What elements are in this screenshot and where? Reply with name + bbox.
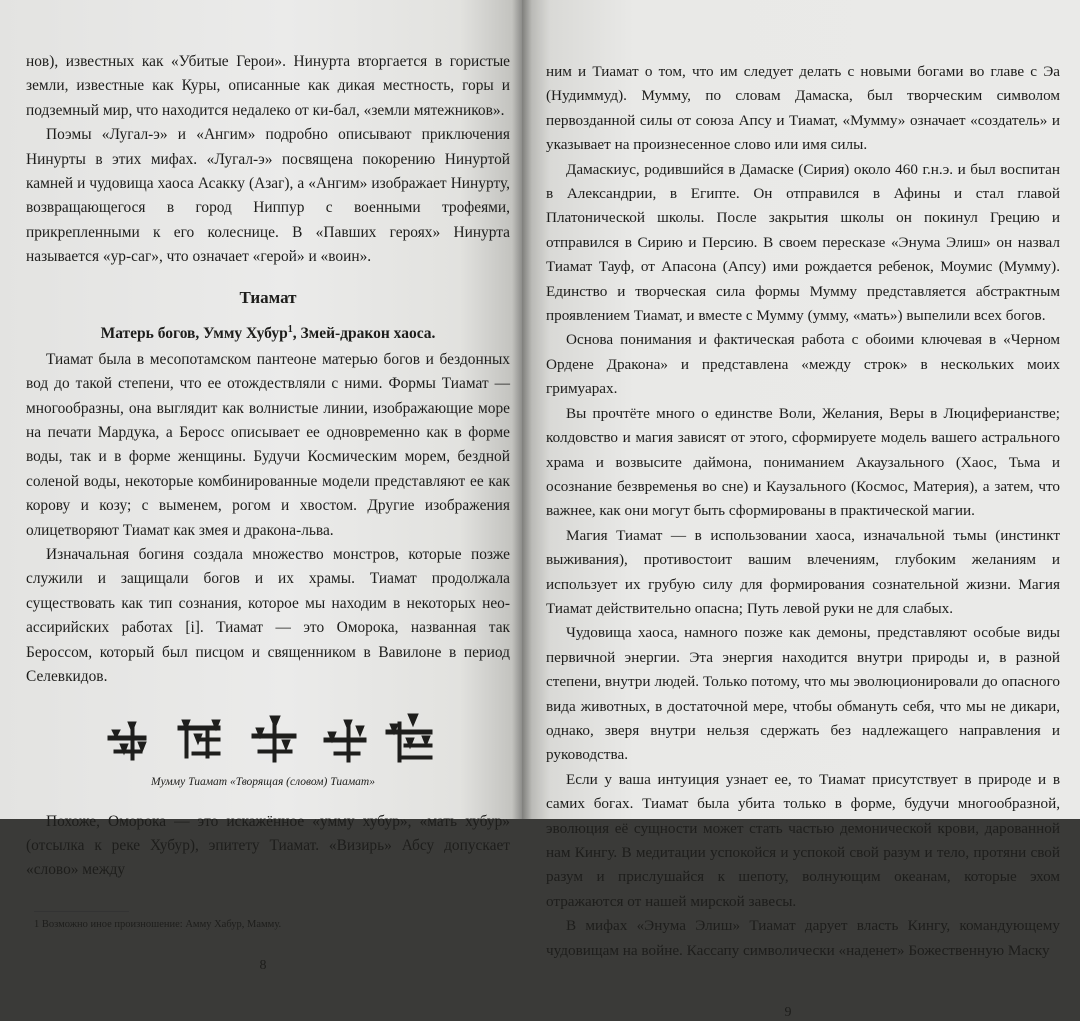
paragraph: Поэмы «Лугал-э» и «Ангим» подробно описывают приключения Нинурты в этих мифах. «Лугал-э» посвящена покорению Нинуртой камней и чудовища хаоса Асакку (Азаг), а «Ангим» изображает Нинурту, возвращающегося в город Ниппур с военными трофеями, прикрепленными к его колеснице. В «Павших героях» Нинурта называется «ур-саг», что означает «герой» и «воин». — [26, 126, 510, 266]
section-subtitle — [26, 318, 510, 346]
right-page — [522, 0, 1080, 1021]
paragraph: нов), известных как «Убитые Герои». Нинурта вторгается в гористые земли, известные как Куры, описанные как дикая местность, горы и подземный мир, что находится недалеко от ки-бал, «земли мятежников». — [26, 53, 510, 119]
cuneiform-sign-4 — [324, 720, 366, 762]
footnote: 1 Возможно иное произношение: Амму Хабур, Мамму. — [34, 918, 282, 930]
book-gutter-shadow — [512, 0, 532, 819]
subtitle-text-end: , Змей-дракон хаоса. — [292, 324, 436, 342]
paragraph: ним и Тиамат о том, что им следует делать с новыми богами во главе с Эа (Нудиммуд). Мумму, по словам Дамаска, был творческим символом первозданной силы от союза Апсу и Тиамат, «Мумму» означает «создатель» и указывает на произнесенное слово или имя силы. — [546, 63, 1060, 154]
cuneiform-sign-5 — [386, 714, 432, 762]
page-number: 8 — [259, 957, 267, 973]
footnote-marker: 1 — [287, 323, 293, 335]
left-page — [0, 0, 522, 973]
page-number: 9 — [784, 1005, 792, 1021]
section-title: Тиамат — [239, 287, 297, 307]
paragraph: Чудовища хаоса, намного позже как демоны, представляют особые виды первичной энергии. Эта энергия находится внутри природы и, в разной степени, внутри людей. Только потому, что мы эволюционировали до опасного вида животных, в достаточной мере, чтобы обмануть себя, что мы не дикари, однако, зверя внутри нельзя сдержать без надлежащего направления и руководства. — [546, 624, 1060, 764]
cuneiform-inscription — [106, 712, 510, 768]
cuneiform-signs-image — [106, 712, 446, 768]
paragraph: В мифах «Энума Элиш» Тиамат дарует власть Кингу, командующему чудовищам на войне. Кассапу символически «наденет» Божественную Маску — [546, 917, 1060, 959]
figure-caption: Мумму Тиамат «Творящая (словом) Тиамат» — [151, 775, 375, 788]
cuneiform-sign-2 — [178, 720, 220, 758]
paragraph: Вы прочтёте много о единстве Воли, Желания, Веры в Люцифеpианстве; колдовство и магия зависят от этого, сформируете модель вашего астрального храма и возвысите даймона, пониманием Акаузального (Хаос, Тьма и осознание безвременья во сне) и Каузального (Космос, Материя), а затем, что важнее, как они могут быть сформированы в практической магии. — [546, 404, 1060, 520]
paragraph: Магия Тиамат — в использовании хаоса, изначальной тьмы (инстинкт выживания), противостоит вашим влечениям, глубоким желаниям и использует их грубую силу для формирования сознательной жизни. Магия Тиамат действительно опасна; Путь левой руки не для слабых. — [546, 526, 1060, 617]
paragraph: Похоже, Оморока — это искажённое «умму хубур», «мать хубур» (отсылка к реке Хубур), эпитету Тиамат. «Визирь» Абсу допускает «слово» между — [26, 812, 510, 879]
paragraph: Основа понимания и фактическая работа с обоими ключевая в «Черном Ордене Дракона» и представлена «между строк» в нескольких моих гримуарах. — [546, 331, 1060, 398]
paragraph: Тиамат была в месопотамском пантеоне матерью богов и бездонных вод до такой степени, что ее отождествляли с ними. Формы Тиамат — многообразны, она выглядит как волнистые линии, изображающие море на печати Мардука, а Беросс описывает ее одновременно как в форме воды, так и в форме женщины. Будучи Космическим морем, бездной соленой воды, некоторые комбинированные модели представляют ее как корову и козу; с выменем, рогом и хвостом. Другие изображения олицетворяют Тиамат как змея и дракона-льва. — [26, 350, 510, 539]
paragraph: Изначальная богиня создала множество монстров, которые позже служили и защищали богов и их храмы. Тиамат продолжала существовать как тип сознания, которое мы находим в некоторых нео-ассирийских работах [i]. Тиамат — это Оморока, названная так Бероссом, который был писцом и священником в Вавилоне в период Селевкидов. — [26, 546, 510, 686]
paragraph: Дамаскиус, родившийся в Дамаске (Сирия) около 460 г.н.э. и был воспитан в Александрии, в Египте. Он отправился в Афины и стал главой Платонической школы. После закрытия школы он покинул Грецию и отправился в Сирию и Персию. В своем пересказе «Энума Элиш» он назвал Тиамат Тауф, от Апасона (Апсу) ими рождается ребенок, Моумис (Мумму). Единство и творческая сила формы Мумму представляется абстрактным проявлением Тиамат, и вместе с Мумму (умму, «мать») выпелили всех богов. — [546, 160, 1060, 325]
cuneiform-sign-1 — [108, 722, 146, 760]
footnote-divider — [34, 911, 129, 912]
paragraph: Если у ваша интуиция узнает ее, то Тиамат присутствует в природе и в самих богах. Тиамат была убита только в форме, будучи многообразной, эволюция её сущности может стать частью демонической крови, дарованной нам Кингу. В медитации успокойся и успокой свой разум и тело, протяни свой разум и прислушайся к шепоту, волнующим океанам, которые эхом отражаются от нашей мирской завесы. — [546, 770, 1060, 910]
cuneiform-sign-3 — [252, 716, 296, 762]
subtitle-text: Матерь богов, Умму Хубур — [100, 324, 288, 342]
